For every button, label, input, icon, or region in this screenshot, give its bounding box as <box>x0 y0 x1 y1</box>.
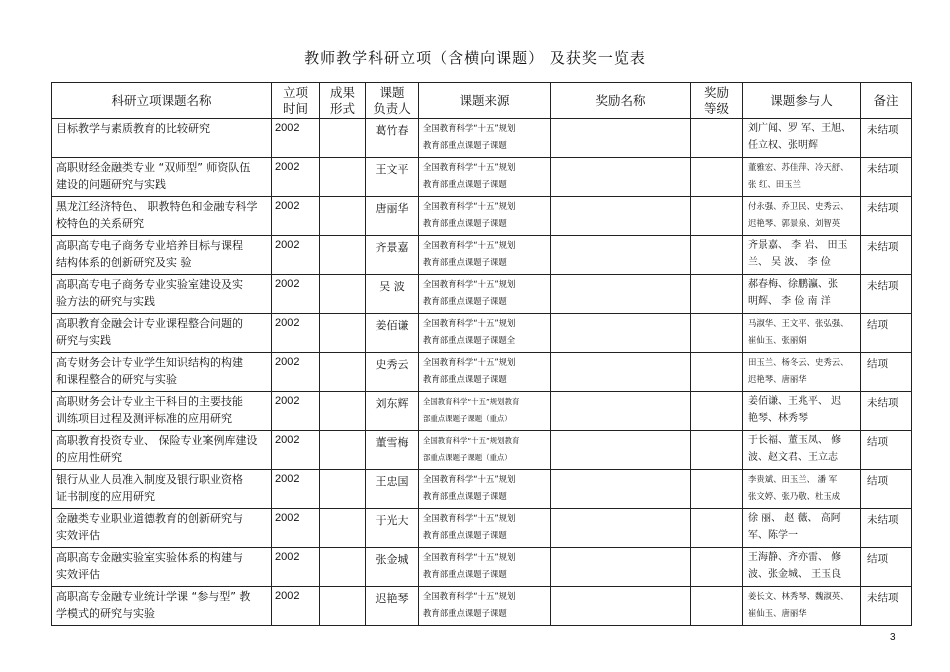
note-cell: 未结项 <box>861 587 912 626</box>
form-cell <box>320 314 366 353</box>
note-cell: 未结项 <box>861 275 912 314</box>
leader-cell: 刘东辉 <box>366 392 419 431</box>
project-name-cell: 高职高专电子商务专业培养目标与课程 结构体系的创新研究及实 验 <box>52 236 272 275</box>
members-cell: 齐景嘉、 李 岩、 田玉 兰、 吴 波、 李 俭 <box>743 236 861 275</box>
members-cell: 马淑华、王文平、张弘强、 崔仙玉、张丽娟 <box>743 314 861 353</box>
form-cell <box>320 236 366 275</box>
source-cell: 全国教育科学“十五”规划 教育部重点课题子课题 <box>419 275 551 314</box>
year-cell: 2002 <box>272 158 320 197</box>
form-cell <box>320 470 366 509</box>
note-cell: 未结项 <box>861 158 912 197</box>
source-cell: 全国教育科学“十五”规划 教育部重点课题子课题 <box>419 509 551 548</box>
project-name-cell: 高职教育金融会计专业课程整合问题的 研究与实践 <box>52 314 272 353</box>
source-cell: 全国教育科学“十五”规划 教育部重点课题子课题 <box>419 353 551 392</box>
table-row <box>52 548 912 587</box>
form-cell <box>320 353 366 392</box>
source-cell: 全国教育科学“十五”规划 教育部重点课题子课题 <box>419 119 551 158</box>
header-leader: 课题 负责人 <box>366 83 419 119</box>
project-name-cell: 银行从业人员准入制度及银行职业资格 证书制度的应用研究 <box>52 470 272 509</box>
leader-cell: 唐丽华 <box>366 197 419 236</box>
header-source: 课题来源 <box>419 83 551 119</box>
table-row <box>52 236 912 275</box>
table-row <box>52 119 912 158</box>
table-row <box>52 587 912 626</box>
form-cell <box>320 275 366 314</box>
level-cell <box>691 392 743 431</box>
leader-cell: 齐景嘉 <box>366 236 419 275</box>
year-cell: 2002 <box>272 197 320 236</box>
form-cell <box>320 119 366 158</box>
level-cell <box>691 314 743 353</box>
leader-cell: 王文平 <box>366 158 419 197</box>
year-cell: 2002 <box>272 353 320 392</box>
research-table <box>51 82 912 626</box>
level-cell <box>691 197 743 236</box>
level-cell <box>691 158 743 197</box>
award-cell <box>551 119 691 158</box>
table-row <box>52 158 912 197</box>
page-title: 教师教学科研立项（含横向课题） 及获奖一览表 <box>304 49 646 67</box>
note-cell: 结项 <box>861 314 912 353</box>
source-cell: 全国教育科学“十五”规划教育 部重点课题子课题（重点） <box>419 392 551 431</box>
header-level: 奖励 等级 <box>691 83 743 119</box>
members-cell: 刘广闻、罗 军、王旭、 任立权、张明辉 <box>743 119 861 158</box>
members-cell: 田玉兰、杨冬云、史秀云、 迟艳琴、唐丽华 <box>743 353 861 392</box>
members-cell: 李贵斌、田玉兰、 潘 军 张文婷、张乃敬、杜玉成 <box>743 470 861 509</box>
table-row <box>52 314 912 353</box>
header-name: 科研立项课题名称 <box>52 83 272 119</box>
form-cell <box>320 392 366 431</box>
header-year: 立项 时间 <box>272 83 320 119</box>
leader-cell: 张金城 <box>366 548 419 587</box>
members-cell: 姜佰谦、王兆平、 迟 艳琴、林秀琴 <box>743 392 861 431</box>
header-members: 课题参与人 <box>743 83 861 119</box>
table-row <box>52 197 912 236</box>
note-cell: 未结项 <box>861 236 912 275</box>
leader-cell: 史秀云 <box>366 353 419 392</box>
year-cell: 2002 <box>272 119 320 158</box>
project-name-cell: 黑龙江经济特色、 职教特色和金融专科学 校特色的关系研究 <box>52 197 272 236</box>
table-row <box>52 392 912 431</box>
source-cell: 全国教育科学“十五”规划 教育部重点课题子课题 <box>419 548 551 587</box>
note-cell: 未结项 <box>861 392 912 431</box>
award-cell <box>551 158 691 197</box>
level-cell <box>691 236 743 275</box>
project-name-cell: 高职高专金融实验室实验体系的构建与 实效评估 <box>52 548 272 587</box>
year-cell: 2002 <box>272 587 320 626</box>
leader-cell: 董雪梅 <box>366 431 419 470</box>
project-name-cell: 高职高专电子商务专业实验室建设及实 验方法的研究与实践 <box>52 275 272 314</box>
header-form: 成果 形式 <box>320 83 366 119</box>
table-row <box>52 470 912 509</box>
level-cell <box>691 548 743 587</box>
award-cell <box>551 509 691 548</box>
award-cell <box>551 548 691 587</box>
header-award: 奖励名称 <box>551 83 691 119</box>
note-cell: 未结项 <box>861 119 912 158</box>
year-cell: 2002 <box>272 314 320 353</box>
leader-cell: 葛竹春 <box>366 119 419 158</box>
header-row <box>52 83 912 119</box>
members-cell: 王海静、齐亦雷、 修 波、张金城、 王玉良 <box>743 548 861 587</box>
award-cell <box>551 275 691 314</box>
project-name-cell: 金融类专业职业道德教育的创新研究与 实效评估 <box>52 509 272 548</box>
table-row <box>52 353 912 392</box>
members-cell: 董雅宏、苏佳萍、冷天舒、 张 红、田玉兰 <box>743 158 861 197</box>
project-name-cell: 高职教育投资专业、 保险专业案例库建设 的应用性研究 <box>52 431 272 470</box>
award-cell <box>551 587 691 626</box>
table-row <box>52 431 912 470</box>
table-row <box>52 509 912 548</box>
members-cell: 郝春梅、徐鹏瀛、张 明辉、 李 俭 南 洋 <box>743 275 861 314</box>
form-cell <box>320 197 366 236</box>
table-row <box>52 275 912 314</box>
source-cell: 全国教育科学“十五”规划 教育部重点课题子课题 <box>419 470 551 509</box>
year-cell: 2002 <box>272 236 320 275</box>
project-name-cell: 高职高专金融专业统计学课 “参与型” 教 学模式的研究与实验 <box>52 587 272 626</box>
level-cell <box>691 470 743 509</box>
year-cell: 2002 <box>272 431 320 470</box>
year-cell: 2002 <box>272 509 320 548</box>
form-cell <box>320 587 366 626</box>
source-cell: 全国教育科学“十五”规划教育 部重点课题子课题（重点） <box>419 431 551 470</box>
header-note: 备注 <box>861 83 912 119</box>
year-cell: 2002 <box>272 392 320 431</box>
form-cell <box>320 509 366 548</box>
form-cell <box>320 158 366 197</box>
members-cell: 付永强、乔卫民、史秀云、 迟艳琴、郭景泉、刘智英 <box>743 197 861 236</box>
project-name-cell: 目标教学与素质教育的比较研究 <box>52 119 272 158</box>
award-cell <box>551 353 691 392</box>
award-cell <box>551 392 691 431</box>
leader-cell: 王忠国 <box>366 470 419 509</box>
award-cell <box>551 470 691 509</box>
award-cell <box>551 197 691 236</box>
level-cell <box>691 587 743 626</box>
members-cell: 徐 丽、 赵 薇、 高阿 军、陈学一 <box>743 509 861 548</box>
form-cell <box>320 548 366 587</box>
source-cell: 全国教育科学“十五”规划 教育部重点课题子课题 <box>419 236 551 275</box>
project-name-cell: 高职财经金融类专业 “双师型” 师资队伍 建设的问题研究与实践 <box>52 158 272 197</box>
note-cell: 结项 <box>861 470 912 509</box>
leader-cell: 吴 波 <box>366 275 419 314</box>
note-cell: 结项 <box>861 353 912 392</box>
page-number: 3 <box>890 632 896 643</box>
project-name-cell: 高专财务会计专业学生知识结构的构建 和课程整合的研究与实验 <box>52 353 272 392</box>
leader-cell: 迟艳琴 <box>366 587 419 626</box>
members-cell: 于长福、董玉凤、 修 波、赵文君、王立志 <box>743 431 861 470</box>
level-cell <box>691 275 743 314</box>
leader-cell: 于光大 <box>366 509 419 548</box>
source-cell: 全国教育科学“十五”规划 教育部重点课题子课题 <box>419 587 551 626</box>
form-cell <box>320 431 366 470</box>
level-cell <box>691 509 743 548</box>
level-cell <box>691 353 743 392</box>
award-cell <box>551 431 691 470</box>
level-cell <box>691 119 743 158</box>
project-name-cell: 高职财务会计专业主干科目的主要技能 训练项目过程及测评标准的应用研究 <box>52 392 272 431</box>
level-cell <box>691 431 743 470</box>
year-cell: 2002 <box>272 470 320 509</box>
note-cell: 结项 <box>861 431 912 470</box>
source-cell: 全国教育科学“十五”规划 教育部重点课题子课题全 <box>419 314 551 353</box>
leader-cell: 姜佰谦 <box>366 314 419 353</box>
award-cell <box>551 314 691 353</box>
note-cell: 结项 <box>861 548 912 587</box>
note-cell: 未结项 <box>861 509 912 548</box>
source-cell: 全国教育科学“十五”规划 教育部重点课题子课题 <box>419 197 551 236</box>
note-cell: 未结项 <box>861 197 912 236</box>
award-cell <box>551 236 691 275</box>
members-cell: 姜长文、林秀琴、魏淑英、 崔仙玉、唐丽华 <box>743 587 861 626</box>
year-cell: 2002 <box>272 548 320 587</box>
source-cell: 全国教育科学“十五”规划 教育部重点课题子课题 <box>419 158 551 197</box>
year-cell: 2002 <box>272 275 320 314</box>
